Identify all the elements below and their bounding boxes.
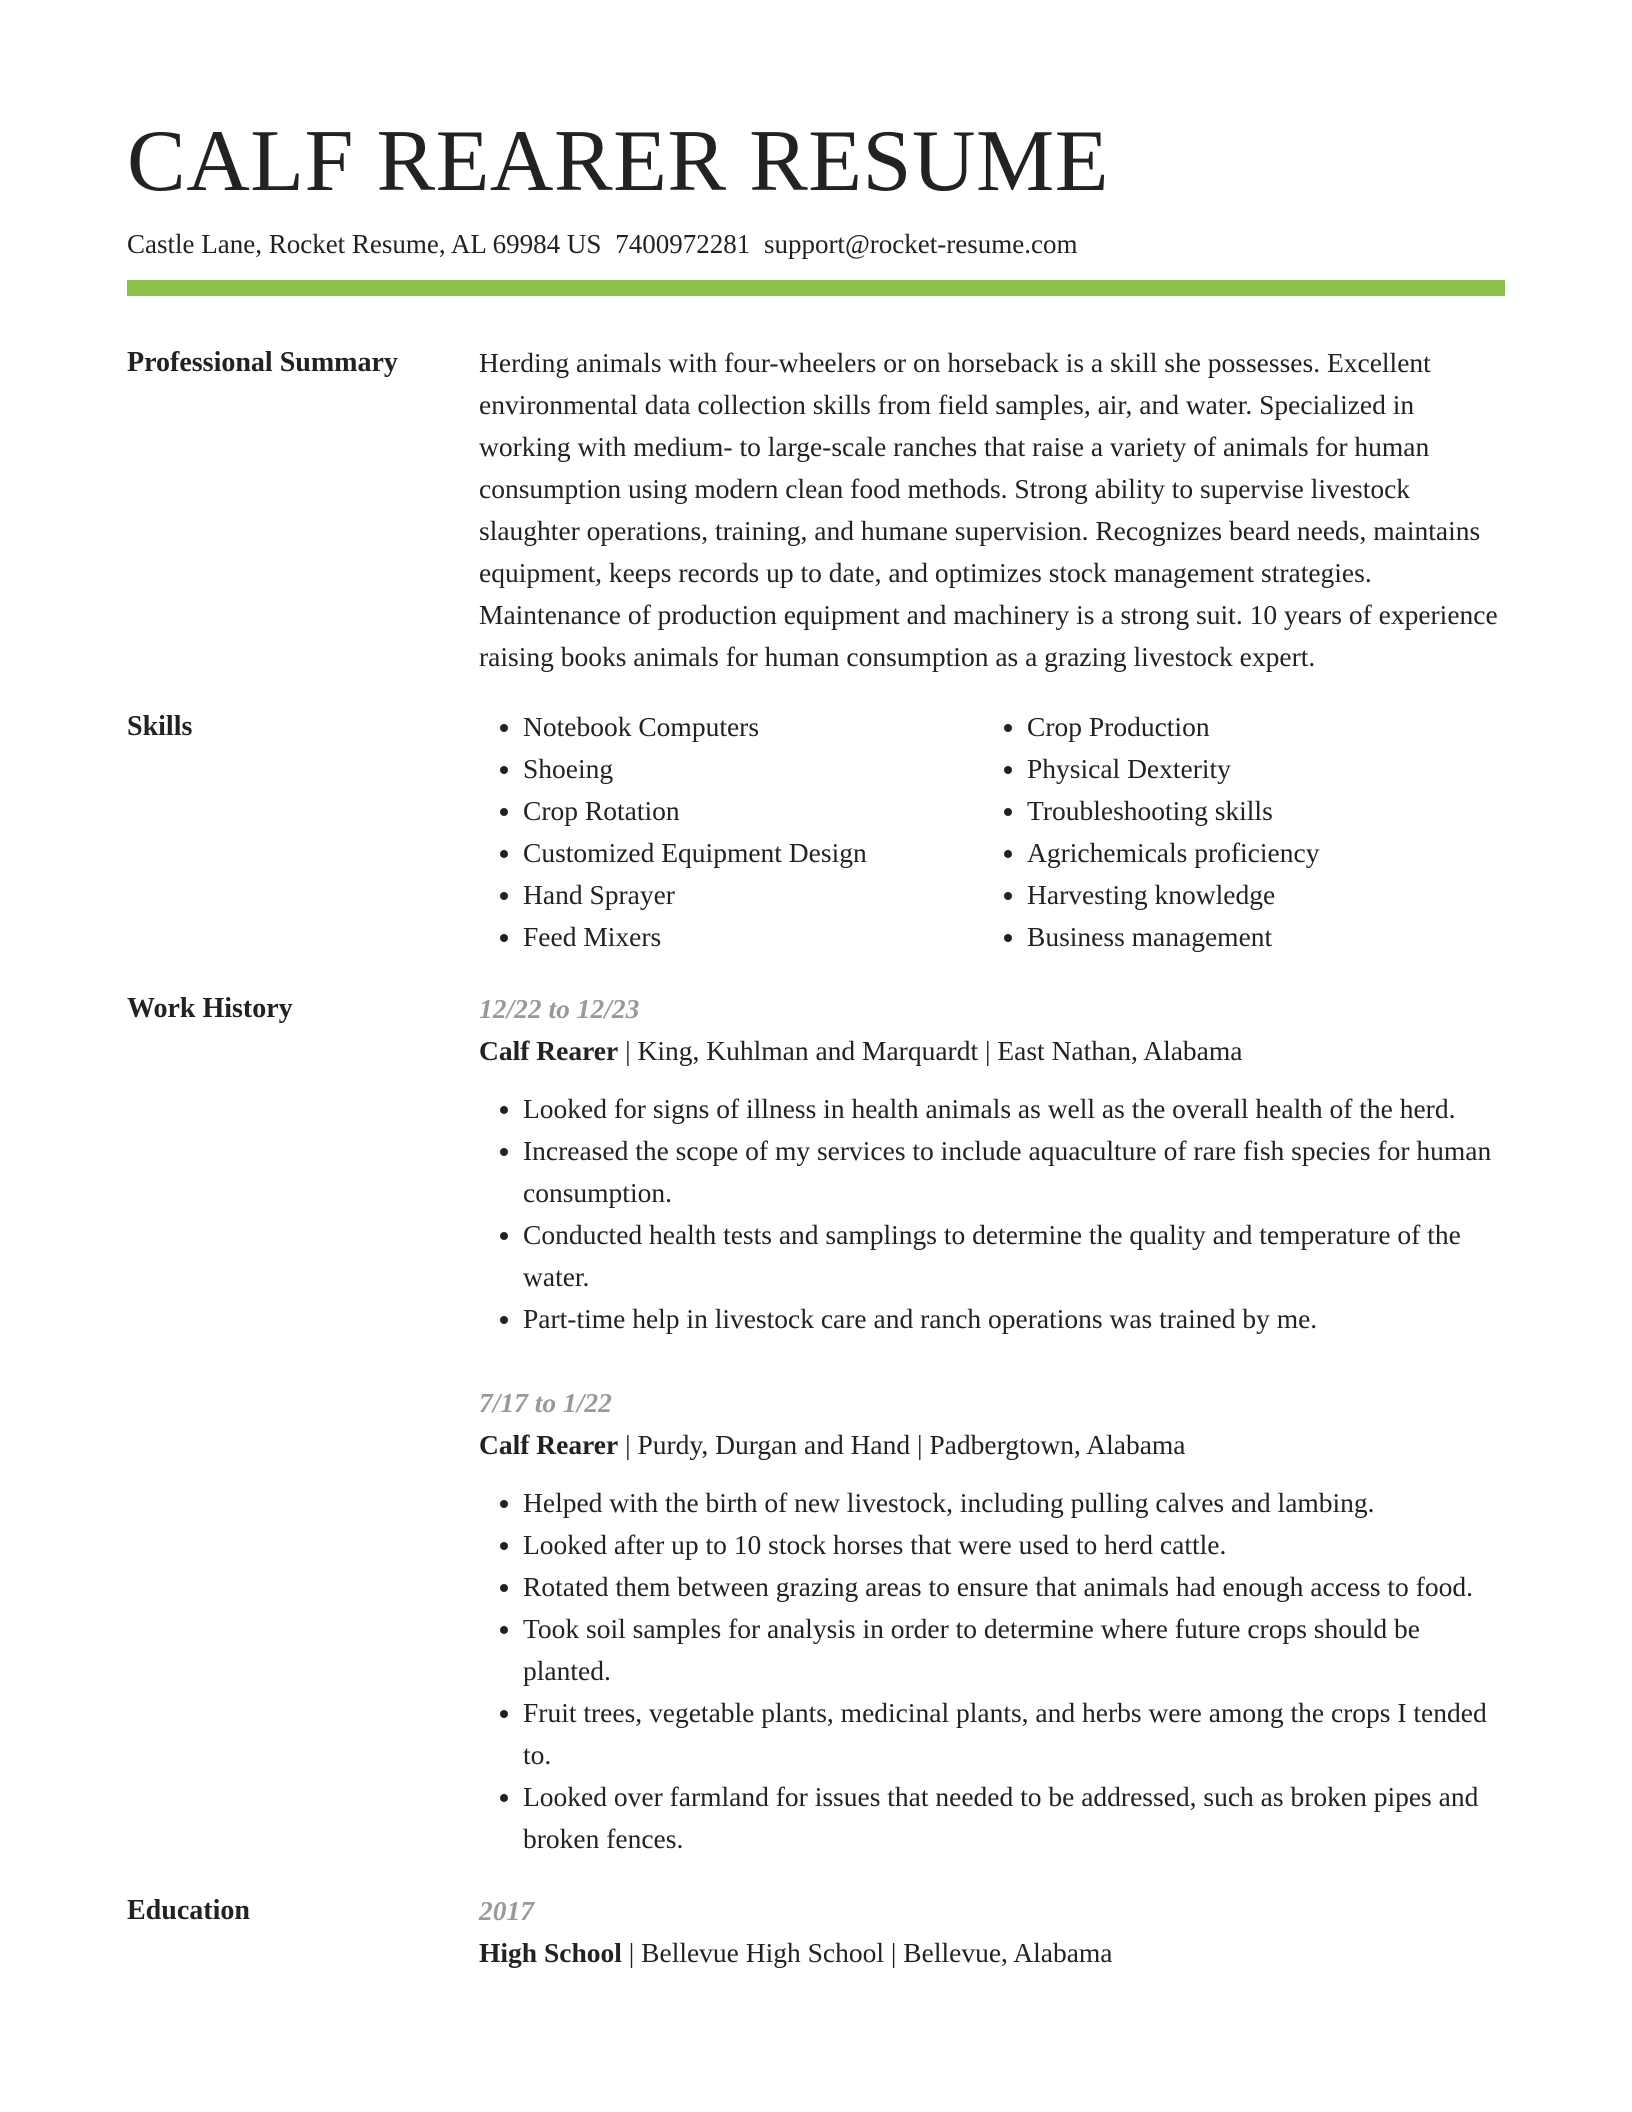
skill-item: • Business management — [1027, 916, 1487, 958]
skills-body — [479, 706, 1505, 958]
skill-item: • Harvesting knowledge — [1027, 874, 1487, 916]
education-year: 2017 — [479, 1895, 534, 1927]
skills-section — [127, 706, 1505, 958]
work-section — [127, 988, 1505, 1860]
job-entry — [479, 1382, 1505, 1860]
education-line — [479, 1932, 1505, 1974]
skill-item: • Troubleshooting skills — [1027, 790, 1487, 832]
job-bullet: • Helped with the birth of new livestock, including pulling calves and lambing. — [523, 1482, 1505, 1524]
work-heading: Work History — [127, 993, 293, 1025]
job-bullet: • Fruit trees, vegetable plants, medicinal plants, and herbs were among the crops I tended to. — [523, 1692, 1505, 1776]
summary-text: Herding animals with four-wheelers or on horseback is a skill she possesses. Excellent environmental data collection skills from field samples, air, and water. Specialized in working with medium- to large-scale ranches that raise a variety of animals for human consumption using modern clean food methods. Strong ability to supervise livestock slaughter operations, training, and humane supervision. Recognizes beard needs, maintains equipment, keeps records up to date, and optimizes stock management strategies. Maintenance of production equipment and machinery is a strong suit. 10 years of experience raising books animals for human consumption as a grazing livestock expert. — [479, 347, 1498, 673]
job-bullet: • Part-time help in livestock care and ranch operations was trained by me. — [523, 1298, 1505, 1340]
skill-item: • Customized Equipment Design — [523, 832, 983, 874]
summary-section — [127, 342, 1505, 678]
job-bullets — [479, 1088, 1505, 1340]
education-degree: High School — [479, 1937, 622, 1969]
contact-line — [127, 228, 1505, 260]
job-bullet: • Looked after up to 10 stock horses that were used to herd cattle. — [523, 1524, 1505, 1566]
job-bullet: • Increased the scope of my services to include aquaculture of rare fish species for human consumption. — [523, 1130, 1505, 1214]
job-dates: 7/17 to 1/22 — [479, 1387, 612, 1419]
skills-list-right — [983, 706, 1487, 958]
job-heading — [479, 1424, 1505, 1466]
skill-item: • Physical Dexterity — [1027, 748, 1487, 790]
education-details: | Bellevue High School | Bellevue, Alabama — [621, 1937, 1113, 1969]
job-bullet: • Looked over farmland for issues that needed to be addressed, such as broken pipes and broken fences. — [523, 1776, 1505, 1860]
summary-body — [479, 342, 1505, 678]
job-bullet: • Rotated them between grazing areas to ensure that animals had enough access to food. — [523, 1566, 1505, 1608]
contact-address: Castle Lane, Rocket Resume, AL 69984 US — [127, 229, 602, 259]
skills-heading: Skills — [127, 711, 193, 743]
skill-item: • Crop Production — [1027, 706, 1487, 748]
summary-heading: Professional Summary — [127, 347, 398, 379]
skills-list-left — [479, 706, 983, 958]
job-title: Calf Rearer — [479, 1429, 619, 1461]
contact-email: support@rocket-resume.com — [763, 229, 1078, 259]
job-dates: 12/22 to 12/23 — [479, 993, 640, 1025]
skill-item: • Shoeing — [523, 748, 983, 790]
job-details: | King, Kuhlman and Marquardt | East Nathan, Alabama — [618, 1035, 1243, 1067]
job-bullet: • Conducted health tests and samplings to determine the quality and temperature of the water. — [523, 1214, 1505, 1298]
contact-phone: 7400972281 — [615, 229, 751, 259]
header-divider — [127, 280, 1505, 296]
skill-item: • Hand Sprayer — [523, 874, 983, 916]
skill-item: • Notebook Computers — [523, 706, 983, 748]
job-details: | Purdy, Durgan and Hand | Padbergtown, Alabama — [618, 1429, 1186, 1461]
skill-item: • Feed Mixers — [523, 916, 983, 958]
skill-item: • Crop Rotation — [523, 790, 983, 832]
work-body — [479, 988, 1505, 1860]
education-section — [127, 1890, 1505, 1974]
skill-item: • Agrichemicals proficiency — [1027, 832, 1487, 874]
job-bullets — [479, 1482, 1505, 1860]
job-bullet: • Took soil samples for analysis in order to determine where future crops should be planted. — [523, 1608, 1505, 1692]
resume-title: CALF REARER RESUME — [127, 113, 1110, 210]
job-heading — [479, 1030, 1505, 1072]
education-heading: Education — [127, 1895, 250, 1927]
job-bullet: • Looked for signs of illness in health animals as well as the overall health of the herd. — [523, 1088, 1505, 1130]
job-entry — [479, 988, 1505, 1340]
education-body — [479, 1890, 1505, 1974]
job-title: Calf Rearer — [479, 1035, 619, 1067]
